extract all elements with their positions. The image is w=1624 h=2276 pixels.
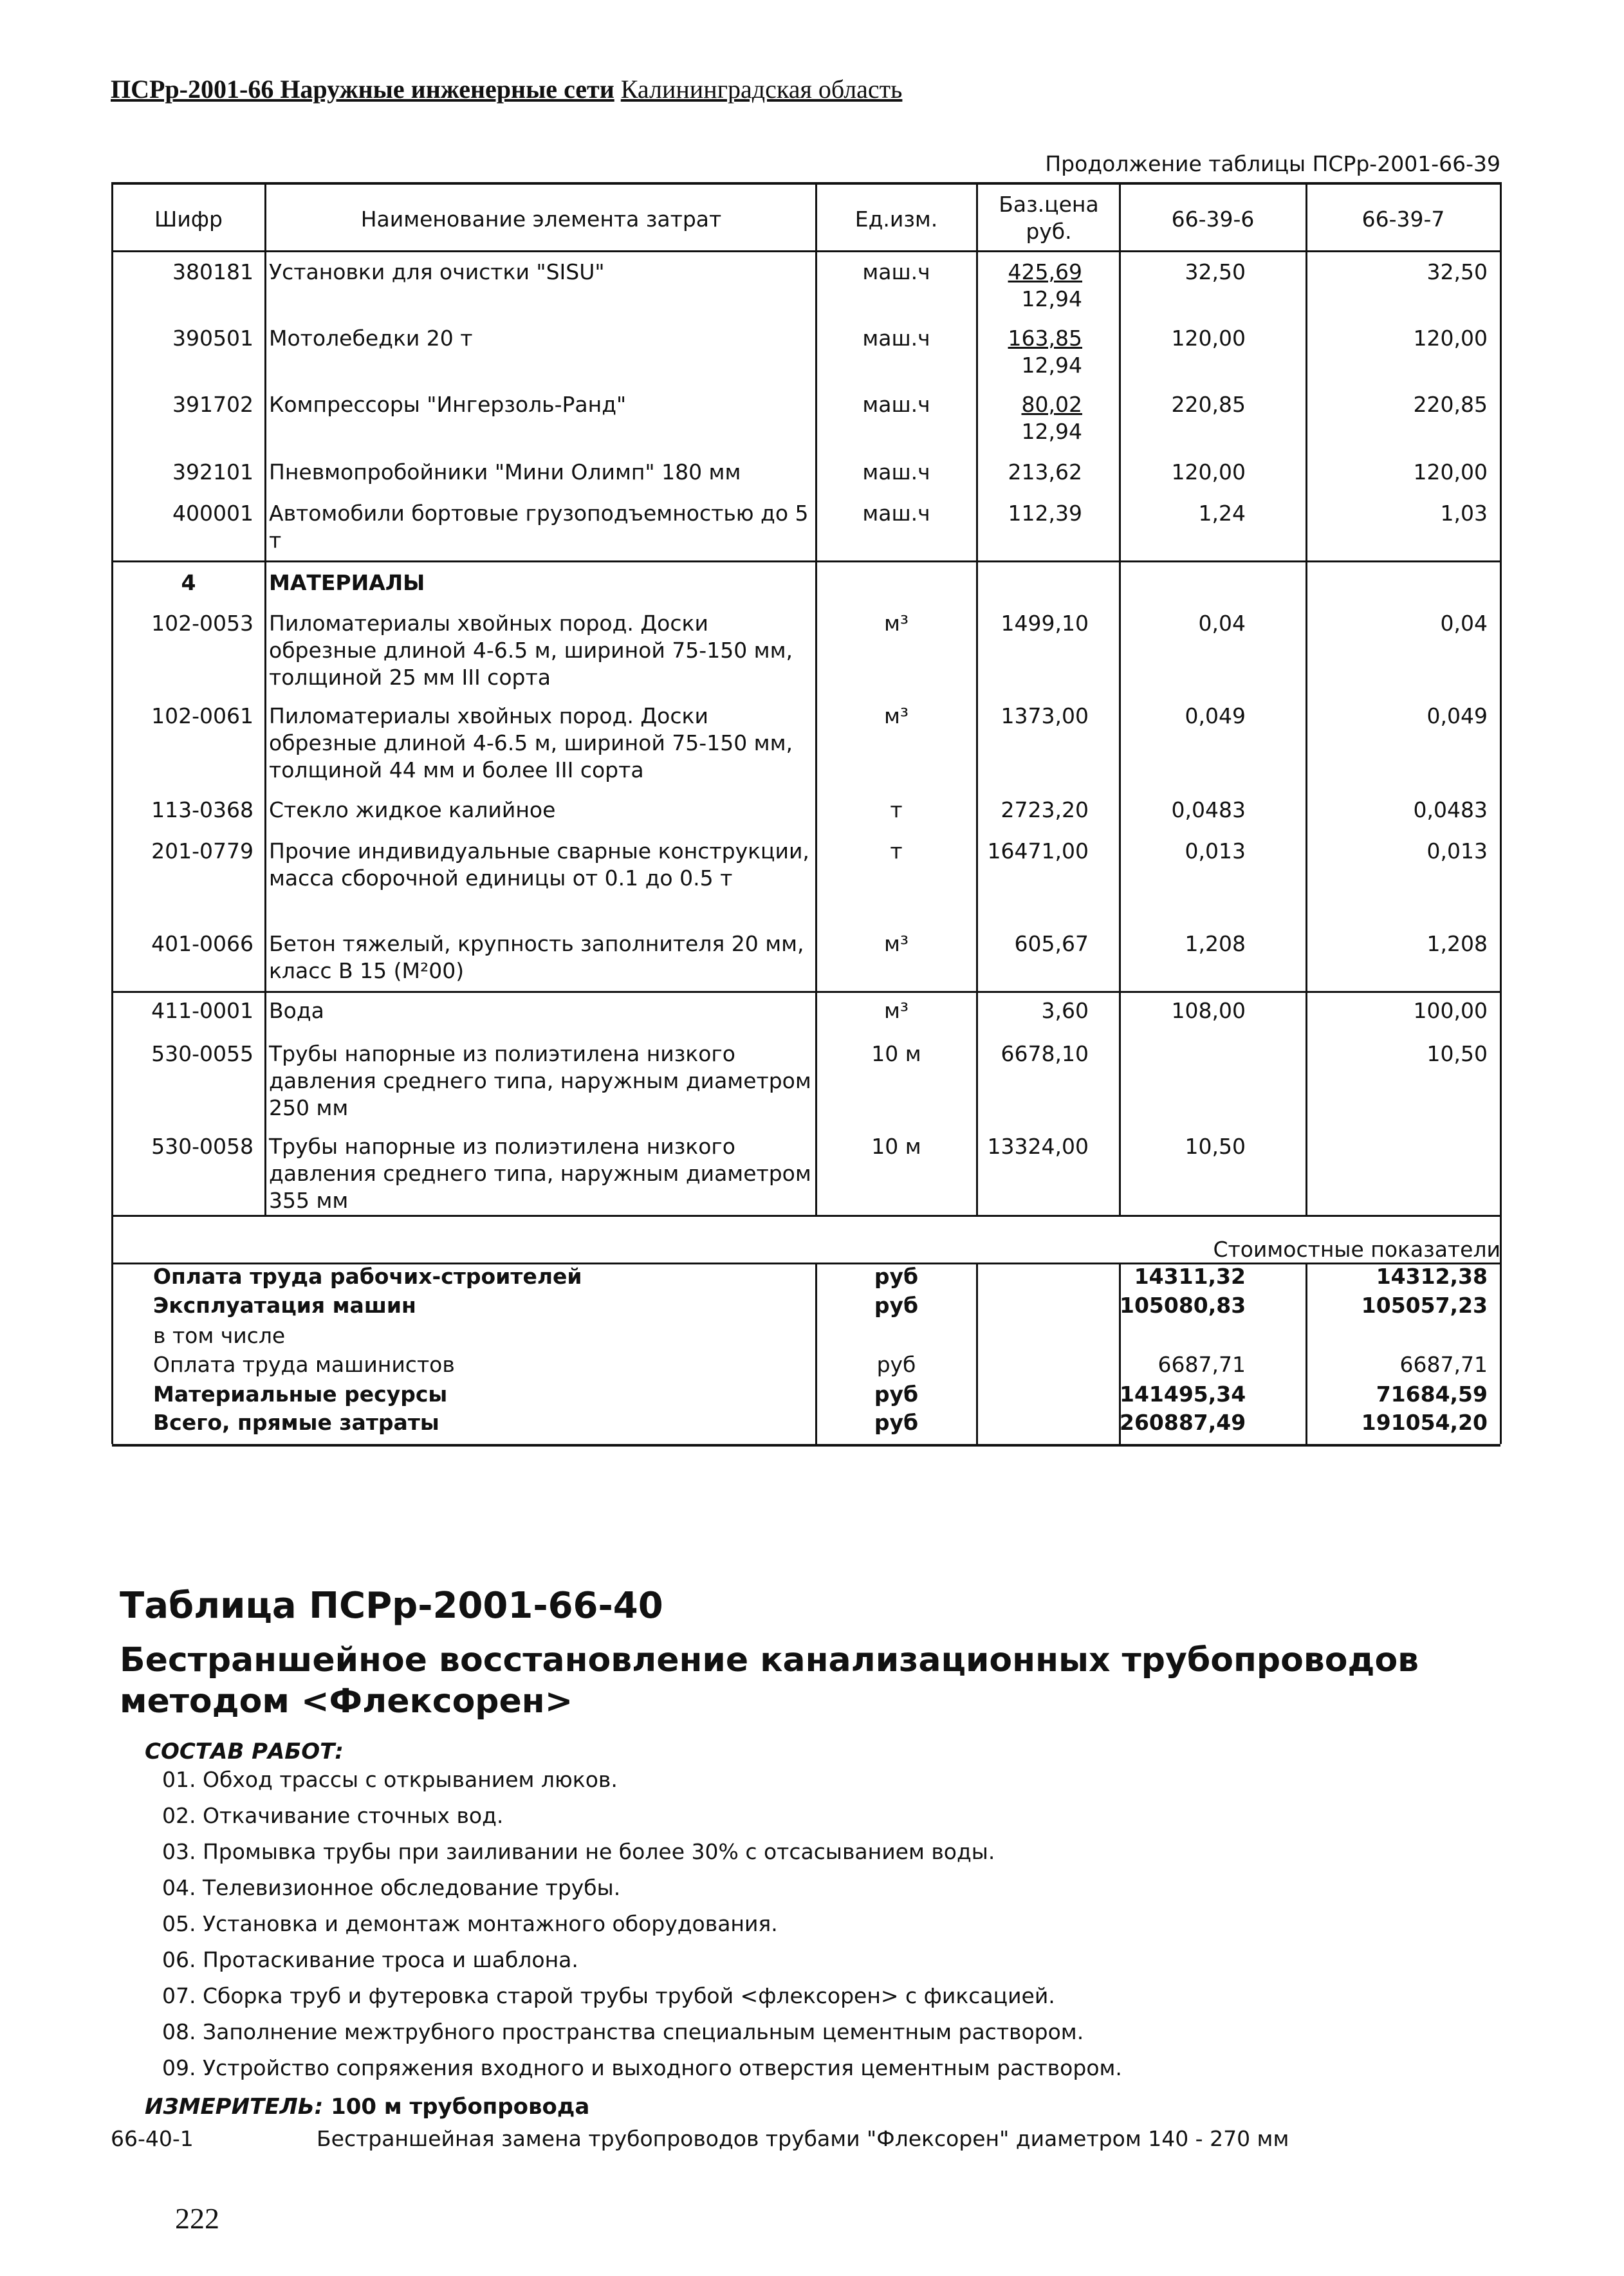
material-price: 6678,10 [1001,1041,1089,1066]
machine-price: 112,39 [1008,501,1082,526]
page-number: 222 [175,2202,219,2235]
machine-66-39-6: 120,00 [1171,326,1246,351]
machine-wage: 12,94 [1021,353,1082,378]
summary-66-39-6: 141495,34 [1120,1382,1246,1407]
summary-66-39-7: 191054,20 [1361,1410,1488,1435]
material-code: 113-0368 [151,797,254,822]
machine-66-39-7: 120,00 [1413,459,1488,485]
material-name: Пиломатериалы хвойных пород. Доски обрезные длиной 4-6.5 м, шириной 75-150 мм, толщиной 25 мм III сорта [269,611,793,690]
machine-code: 391702 [172,392,254,417]
material-66-39-6: 0,013 [1185,838,1246,864]
material-name: Прочие индивидуальные сварные конструкции, масса сборочной единицы от 0.1 до 0.5 т [269,838,809,891]
material-unit: м³ [883,931,909,956]
material-price: 13324,00 [987,1134,1089,1159]
machine-name: Пневмопробойники "Мини Олимп" 180 мм [269,459,741,485]
summary-label: Материальные ресурсы [153,1382,448,1407]
material-66-39-7: 0,0483 [1413,797,1488,822]
table-bottom-border [112,1444,1500,1447]
material-name: Пиломатериалы хвойных пород. Доски обрезные длиной 4-6.5 м, шириной 75-150 мм, толщиной 44 мм и более III сорта [269,703,793,782]
cost-vline-left [111,1215,113,1263]
material-unit: 10 м [871,1134,921,1159]
col-unit-header: Ед.изм. [854,207,938,232]
table-vline-code [264,182,266,1215]
summary-unit: руб [876,1352,916,1377]
machine-price: 163,85 [1008,326,1082,351]
material-price: 1499,10 [1001,611,1089,636]
col-price-header-line1: Баз.цена [999,192,1099,217]
machine-code: 390501 [172,326,254,351]
machine-code: 400001 [172,501,254,526]
summary-66-39-6: 260887,49 [1120,1410,1246,1435]
summary-vline-left [111,1263,113,1444]
material-66-39-6: 0,0483 [1171,797,1246,822]
material-name: Трубы напорные из полиэтилена низкого давления среднего типа, наружным диаметром 250 мм [269,1041,811,1120]
table-vline-right [1500,182,1502,1215]
header-region: Калининградская область [620,75,903,104]
work-item: 06. Протаскивание троса и шаблона. [162,1947,578,1972]
measure-label: ИЗМЕРИТЕЛЬ: [145,2094,324,2120]
summary-label: в том числе [153,1323,286,1348]
table-top-border [112,182,1500,185]
machine-unit: маш.ч [862,392,930,417]
machine-66-39-6: 220,85 [1171,392,1246,417]
machine-66-39-7: 120,00 [1413,326,1488,351]
machine-code: 392101 [172,459,254,485]
material-code: 201-0779 [151,838,254,864]
material-price: 1373,00 [1001,703,1089,728]
summary-66-39-7: 105057,23 [1361,1293,1488,1318]
machine-unit: маш.ч [862,326,930,351]
materials-break-rule [112,991,1500,993]
material-code: 411-0001 [151,998,254,1023]
summary-66-39-7: 6687,71 [1399,1352,1488,1377]
col-66-39-7-header: 66-39-7 [1361,207,1445,232]
section-number: 4 [181,570,196,595]
next-table-title: Таблица ПСРр-2001-66-40 [120,1585,663,1627]
summary-66-39-6: 14311,32 [1134,1264,1246,1289]
material-price: 3,60 [1041,998,1089,1023]
material-unit: м³ [883,703,909,728]
work-item: 03. Промывка трубы при заиливании не более 30% с отсасыванием воды. [162,1839,995,1864]
machine-unit: маш.ч [862,501,930,526]
summary-vline-right [1500,1263,1502,1444]
work-item: 08. Заполнение межтрубного пространства специальным цементным раствором. [162,2019,1084,2044]
machine-66-39-6: 1,24 [1198,501,1246,526]
summary-unit: руб [874,1410,919,1435]
summary-label: Эксплуатация машин [153,1293,416,1318]
machine-wage: 12,94 [1021,286,1082,311]
machine-66-39-7: 220,85 [1413,392,1488,417]
summary-66-39-6: 6687,71 [1158,1352,1246,1377]
machine-unit: маш.ч [862,259,930,284]
material-name: Вода [269,998,324,1023]
material-price: 605,67 [1014,931,1089,956]
material-66-39-7: 100,00 [1413,998,1488,1023]
header-series: ПСРр-2001-66 Наружные инженерные сети [111,75,614,104]
summary-66-39-6: 105080,83 [1120,1293,1246,1318]
material-66-39-6: 10,50 [1185,1134,1246,1159]
machine-66-39-6: 32,50 [1185,259,1246,284]
material-unit: т [890,838,903,864]
material-code: 102-0061 [151,703,254,728]
material-price: 2723,20 [1001,797,1089,822]
cost-caption: Стоимостные показатели [1213,1237,1500,1262]
summary-66-39-7: 14312,38 [1376,1264,1488,1289]
machine-unit: маш.ч [862,459,930,485]
summary-unit: руб [874,1382,919,1407]
section-title: МАТЕРИАЛЫ [269,570,425,595]
material-price: 16471,00 [987,838,1089,864]
material-name: Стекло жидкое калийное [269,797,556,822]
measure-value: 100 м трубопровода [331,2094,590,2120]
summary-unit: руб [874,1264,919,1289]
material-unit: м³ [883,998,909,1023]
machine-price: 80,02 [1021,392,1082,417]
material-code: 530-0055 [151,1041,254,1066]
material-66-39-6: 0,04 [1198,611,1246,636]
work-item: 01. Обход трассы с открыванием люков. [162,1767,618,1792]
material-66-39-6: 0,049 [1185,703,1246,728]
col-code-header: Шифр [154,207,223,232]
next-table-subtitle: Бестраншейное восстановление канализационных трубопроводов методом <Флексорен> [120,1641,1419,1721]
machine-66-39-7: 1,03 [1440,501,1488,526]
work-item: 02. Откачивание сточных вод. [162,1803,504,1828]
machine-66-39-7: 32,50 [1426,259,1488,284]
machine-code: 380181 [172,259,254,284]
material-66-39-6: 108,00 [1171,998,1246,1023]
col-66-39-6-header: 66-39-6 [1171,207,1255,232]
price-code-description: Бестраншейная замена трубопроводов трубами "Флексорен" диаметром 140 - 270 мм [317,2126,1289,2151]
material-unit: т [890,797,903,822]
machine-price: 213,62 [1008,459,1082,485]
work-item: 09. Устройство сопряжения входного и выходного отверстия цементным раствором. [162,2055,1122,2080]
machine-wage: 12,94 [1021,419,1082,444]
summary-66-39-7: 71684,59 [1376,1382,1488,1407]
machine-66-39-6: 120,00 [1171,459,1246,485]
machine-name: Установки для очистки "SISU" [269,259,605,284]
material-code: 530-0058 [151,1134,254,1159]
price-code: 66-40-1 [111,2126,194,2151]
machine-name: Автомобили бортовые грузоподъемностью до 5 т [269,501,809,553]
material-66-39-7: 0,04 [1440,611,1488,636]
summary-label: Оплата труда машинистов [153,1352,455,1377]
table-body-rule [112,1215,1500,1217]
material-unit: 10 м [871,1041,921,1066]
col-price-header-line2: руб. [1026,219,1072,244]
material-unit: м³ [883,611,909,636]
summary-label: Оплата труда рабочих-строителей [153,1264,582,1289]
work-item: 04. Телевизионное обследование трубы. [162,1875,621,1900]
machine-name: Компрессоры "Ингерзоль-Ранд" [269,392,627,417]
table-header-rule [112,250,1500,252]
summary-label: Всего, прямые затраты [153,1410,439,1435]
material-66-39-7: 0,049 [1426,703,1488,728]
material-code: 401-0066 [151,931,254,956]
work-composition-label: СОСТАВ РАБОТ: [145,1739,344,1764]
work-item: 05. Установка и демонтаж монтажного оборудования. [162,1911,778,1936]
material-66-39-7: 10,50 [1426,1041,1488,1066]
machines-end-rule [112,560,1500,562]
machine-name: Мотолебедки 20 т [269,326,473,351]
col-name-header: Наименование элемента затрат [360,207,722,232]
material-66-39-6: 1,208 [1185,931,1246,956]
measure-row [145,2093,589,2121]
material-66-39-7: 0,013 [1426,838,1488,864]
material-66-39-7: 1,208 [1426,931,1488,956]
continuation-caption: Продолжение таблицы ПСРр-2001-66-39 [1045,151,1500,176]
material-name: Трубы напорные из полиэтилена низкого давления среднего типа, наружным диаметром 355 мм [269,1134,811,1213]
material-code: 102-0053 [151,611,254,636]
summary-unit: руб [874,1293,919,1318]
work-item: 07. Сборка труб и футеровка старой трубы трубой <флексорен> с фиксацией. [162,1983,1055,2008]
machine-price: 425,69 [1008,259,1082,284]
material-name: Бетон тяжелый, крупность заполнителя 20 мм, класс В 15 (М²00) [269,931,804,983]
